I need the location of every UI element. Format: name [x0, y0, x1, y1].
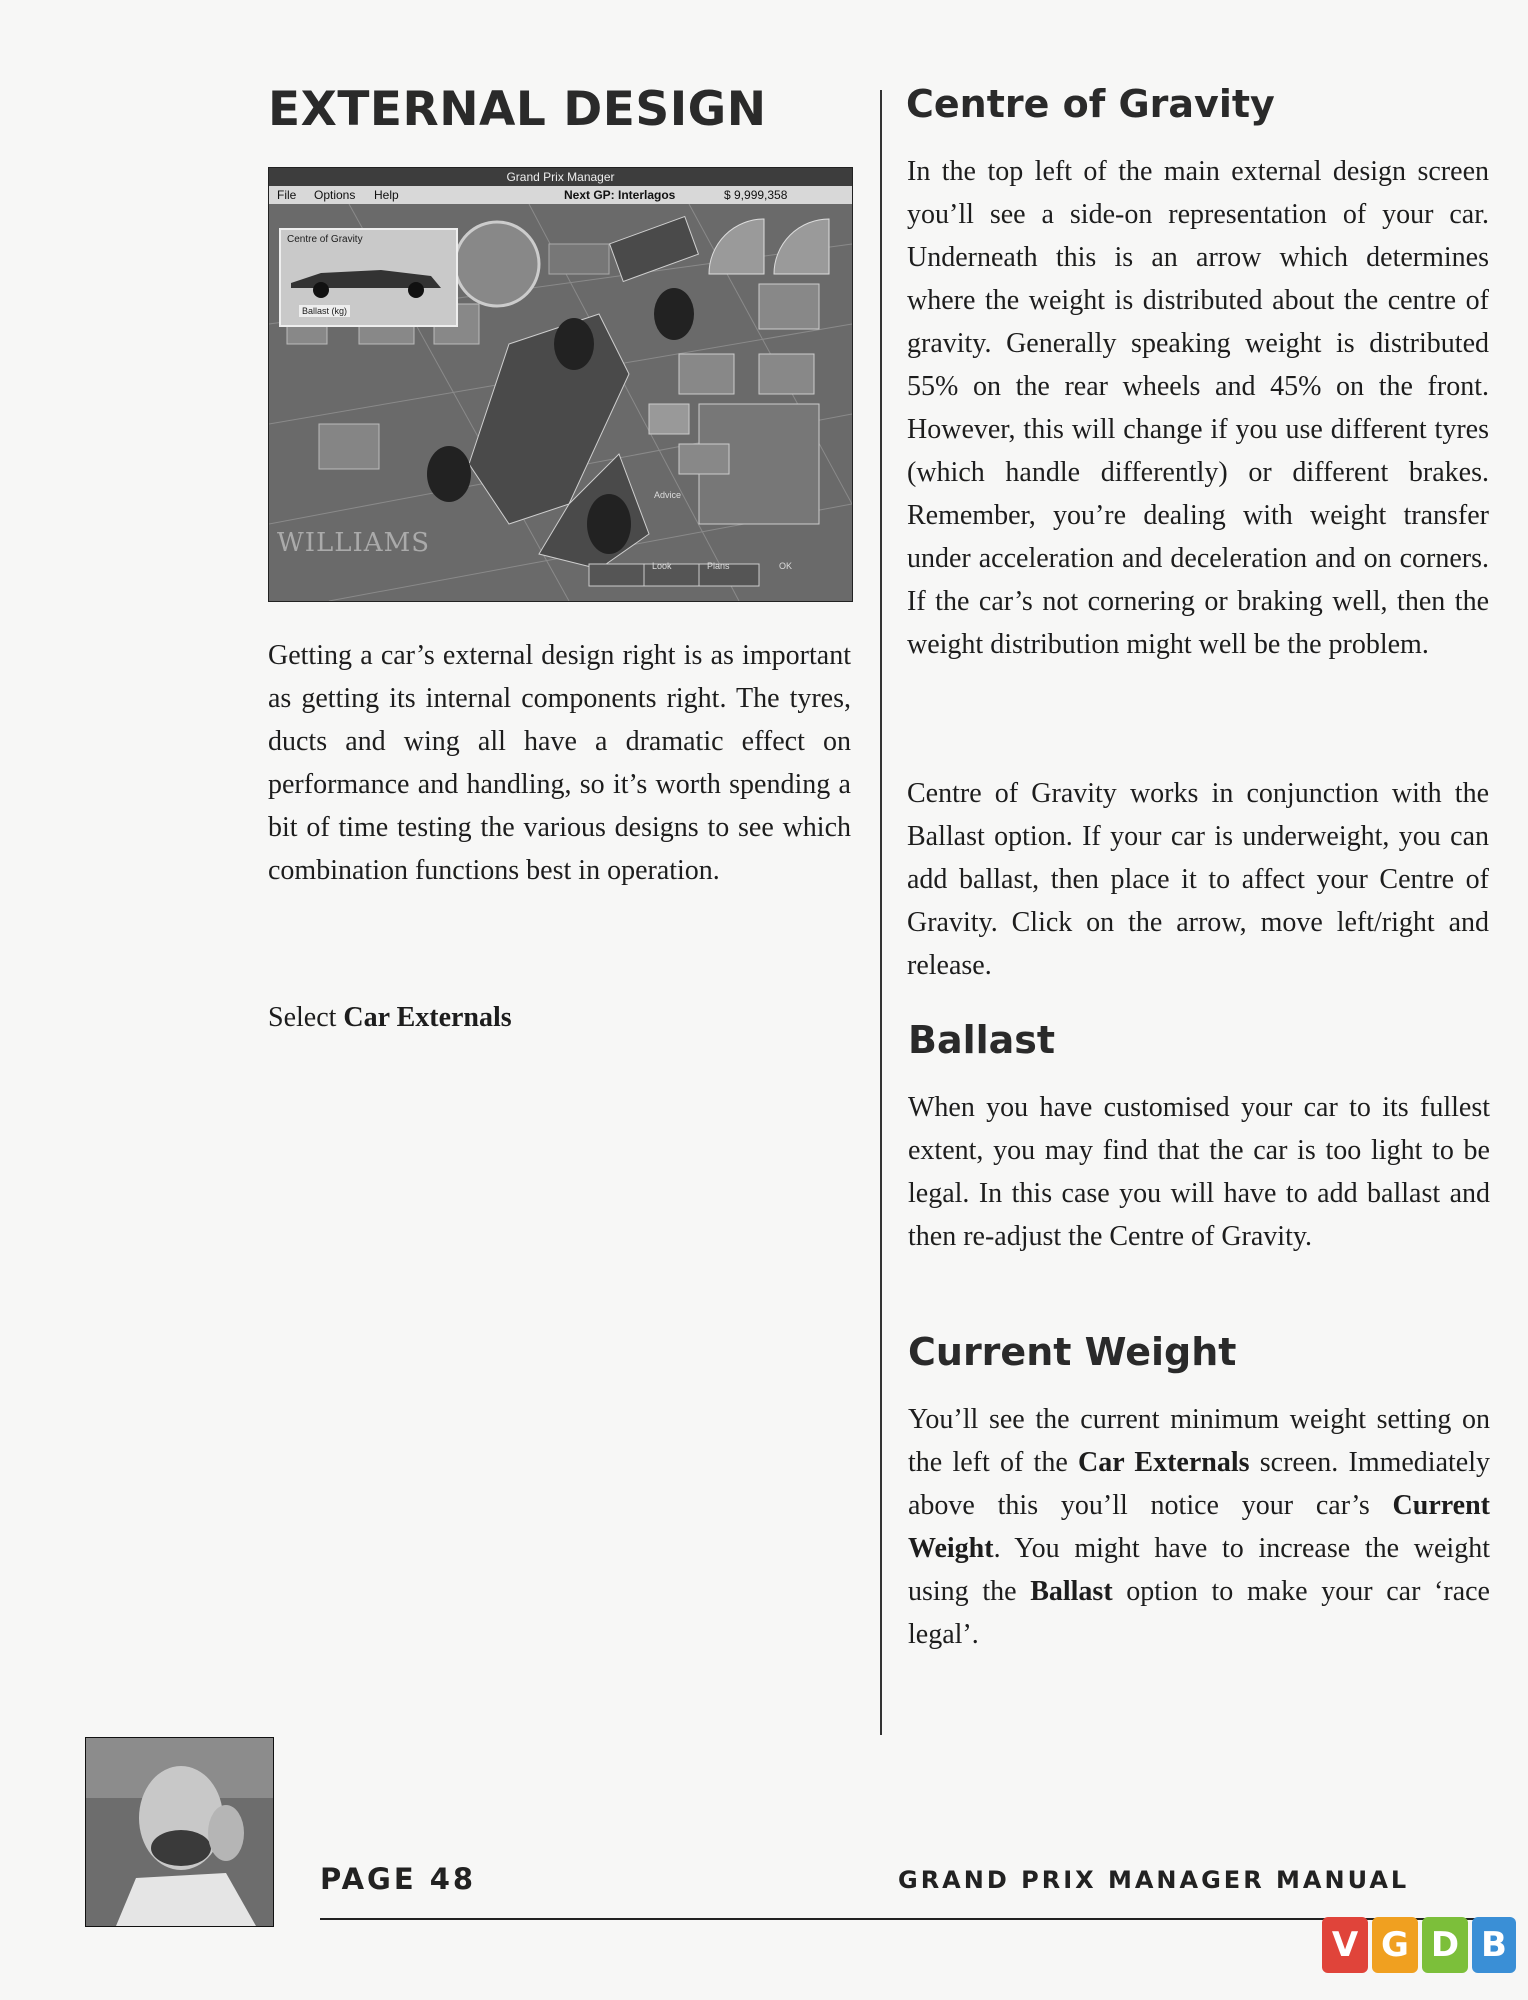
next-gp-label: Next GP: Interlagos	[564, 188, 676, 202]
weight-text-1: You’ll see the current minimum weight setting on the left of the	[908, 1404, 1490, 1478]
watermark-v: V	[1322, 1917, 1368, 1973]
manual-title: GRAND PRIX MANAGER MANUAL	[898, 1866, 1410, 1894]
weight-heading: Current Weight	[908, 1330, 1237, 1374]
cog-heading: Centre of Gravity	[906, 82, 1275, 126]
select-bold: Car Externals	[343, 1002, 512, 1033]
ballast-paragraph: When you have customised your car to its fullest extent, you may find that the car is too light to be legal. In this case you will have to add ballast and then re-adjust the Centre of Gravity.	[908, 1092, 1490, 1252]
game-screenshot	[268, 167, 853, 602]
side-car-icon	[281, 248, 452, 308]
watermark-g: G	[1372, 1917, 1418, 1973]
cog-panel-label: Centre of Gravity	[287, 234, 363, 245]
weight-text-4: option to make your car ‘race legal’.	[908, 1576, 1490, 1650]
screenshot-menu-bar	[269, 186, 852, 204]
page-number: PAGE 48	[320, 1862, 477, 1896]
weight-bold-2: Current Weight	[908, 1490, 1490, 1564]
person-photo	[85, 1737, 274, 1927]
photo-image	[86, 1738, 273, 1926]
watermark-b: B	[1472, 1917, 1516, 1973]
watermark-d: D	[1422, 1917, 1468, 1973]
footer-rule	[320, 1918, 1492, 1920]
weight-paragraph	[908, 1398, 1490, 1656]
ballast-label: Ballast (kg)	[299, 305, 350, 317]
weight-bold-1: Car Externals	[1078, 1447, 1250, 1478]
intro-paragraph: Getting a car’s external design right is as important as getting its internal components right. The tyres, ducts and wing all have a dramatic effect on performance and handling, so it’s worth spending a bit of time testing the various designs to see which combination functions best in operation.	[268, 640, 851, 886]
cog-paragraph-2: Centre of Gravity works in conjunction with the Ballast option. If your car is underweight, you can add ballast, then place it to affect your Centre of Gravity. Click on the arrow, move left/right and release.	[907, 778, 1489, 981]
cog-paragraph-1: In the top left of the main external design screen you’ll see a side-on representation of your car. Underneath this is an arrow which determines where the weight is distributed about the centre of gravity. Generally speaking weight is distributed 55% on the rear wheels and 45% on the front. However, this will change if you use different tyres (which handle differently) or different brakes. Remember, you’re dealing with weight transfer under acceleration and deceleration and on corners. If the car’s not cornering or braking well, then the weight distribution might well be the problem.	[907, 156, 1489, 660]
weight-text-3: . You might have to increase the weight using the	[908, 1533, 1490, 1607]
weight-text-2: screen. Immediately above this you’ll notice your car’s	[908, 1447, 1491, 1521]
ok-button: OK	[779, 561, 793, 571]
menu-options: Options	[314, 188, 356, 202]
screenshot-title-bar: Grand Prix Manager	[269, 168, 852, 186]
plans-button: Plans	[707, 561, 730, 571]
select-instruction	[268, 996, 851, 1039]
centre-of-gravity-panel	[279, 228, 458, 327]
select-prefix: Select	[268, 1002, 344, 1033]
menu-help: Help	[374, 188, 399, 202]
advice-button: Advice	[654, 490, 682, 500]
ballast-heading: Ballast	[908, 1018, 1056, 1062]
money-label: $ 9,999,358	[724, 188, 788, 202]
page-heading: EXTERNAL DESIGN	[268, 82, 767, 137]
menu-file: File	[277, 188, 297, 202]
weight-bold-3: Ballast	[1030, 1576, 1113, 1607]
look-button: Look	[652, 561, 672, 571]
column-divider	[880, 90, 882, 1735]
team-logo: WILLIAMS	[277, 528, 431, 558]
